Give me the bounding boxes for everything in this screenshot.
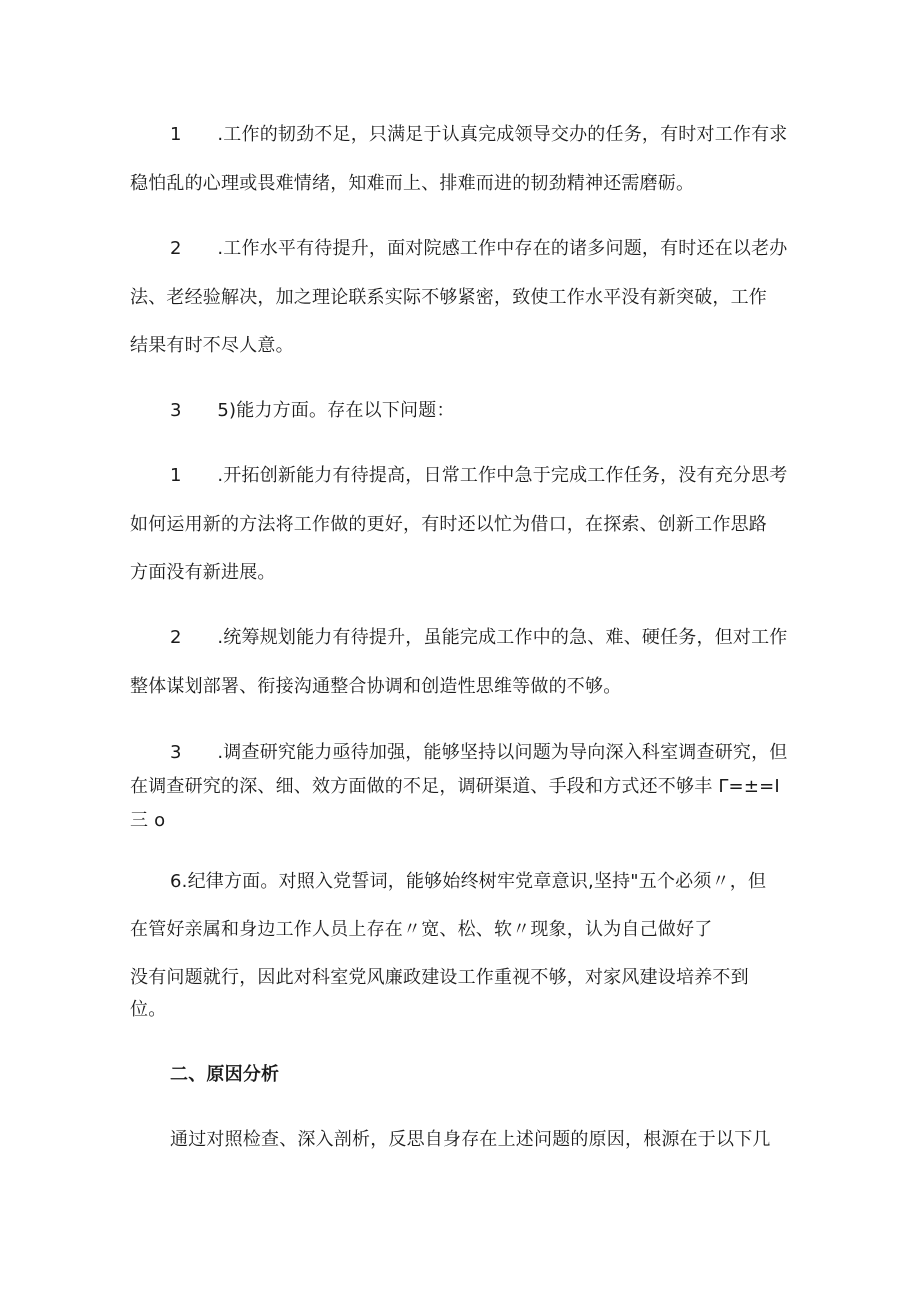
paragraph-line: 如何运用新的方法将工作做的更好，有时还以忙为借口，在探索、创新工作思路 (130, 514, 767, 535)
paragraph-line: 在管好亲属和身边工作人员上存在〃宽、松、软〃现象，认为自己做好了 (130, 919, 713, 940)
paragraph-line: 通过对照检查、深入剖析，反思自身存在上述问题的原因，根源在于以下几 (170, 1129, 771, 1150)
paragraph-line: 三 o (130, 810, 166, 831)
paragraph-line: 位。 (130, 999, 167, 1020)
section-heading: 二、原因分析 (170, 1064, 280, 1085)
section-heading-line: 3 5)能力方面。存在以下问题： (170, 400, 455, 421)
paragraph-line: 2 .统筹规划能力有待提升，虽能完成工作中的急、难、硬任务，但对工作 (170, 627, 788, 648)
paragraph-line: 法、老经验解决，加之理论联系实际不够紧密，致使工作水平没有新突破，工作 (130, 287, 767, 308)
paragraph-line: 没有问题就行，因此对科室党风廉政建设工作重视不够，对家风建设培养不到 (130, 967, 749, 988)
paragraph-line: 在调查研究的深、细、效方面做的不足，调研渠道、手段和方式还不够丰 Γ=±=I (130, 776, 780, 797)
paragraph-line: 3 .调查研究能力亟待加强，能够坚持以问题为导向深入科室调查研究，但 (170, 742, 788, 763)
paragraph-line: 结果有时不尽人意。 (130, 335, 294, 356)
paragraph-line: 整体谋划部署、衔接沟通整合协调和创造性思维等做的不够。 (130, 676, 622, 697)
paragraph-line: 1 .工作的韧劲不足，只满足于认真完成领导交办的任务，有时对工作有求 (170, 124, 788, 145)
paragraph-line: 1 .开拓创新能力有待提高，日常工作中急于完成工作任务，没有充分思考 (170, 465, 788, 486)
paragraph-line: 6.纪律方面。对照入党誓词，能够始终树牢党章意识,坚持"五个必须〃，但 (170, 871, 767, 892)
paragraph-line: 2 .工作水平有待提升，面对院感工作中存在的诸多问题，有时还在以老办 (170, 238, 788, 259)
paragraph-line: 方面没有新进展。 (130, 562, 276, 583)
paragraph-line: 稳怕乱的心理或畏难情绪，知难而上、排难而进的韧劲精神还需磨砺。 (130, 173, 695, 194)
